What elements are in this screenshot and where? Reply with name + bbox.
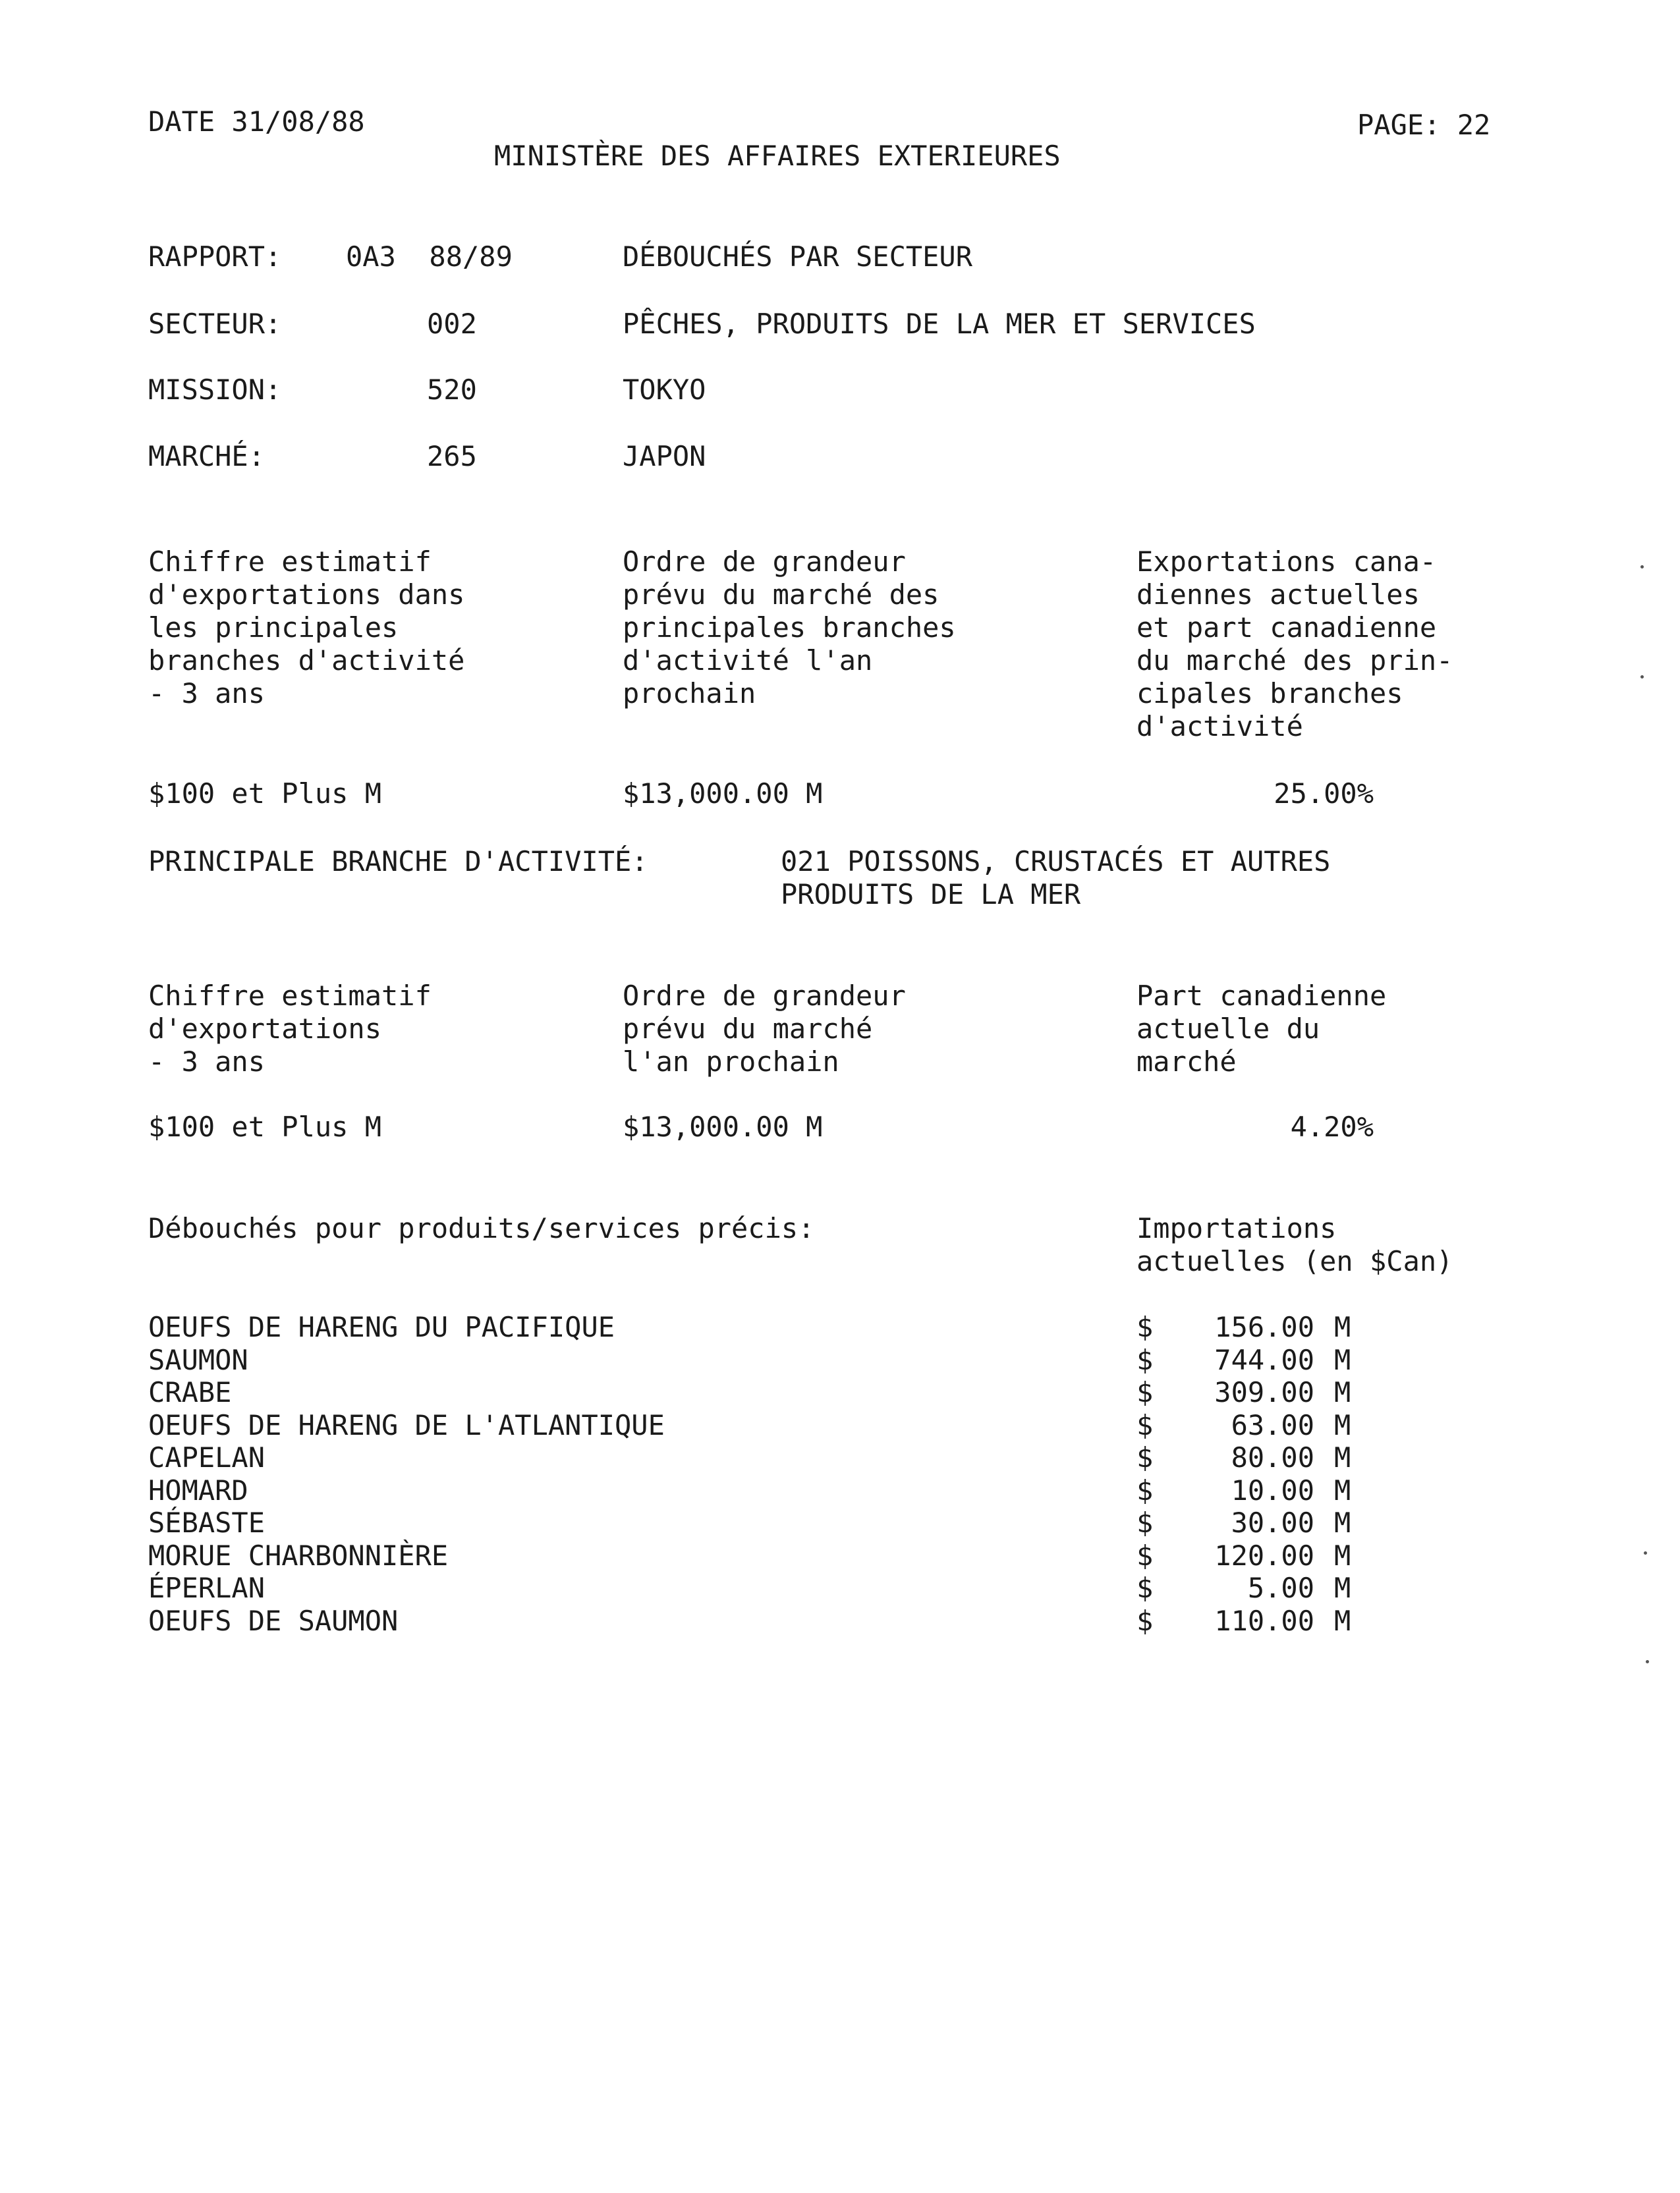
branch-value-share: 4.20% — [1290, 1111, 1374, 1143]
product-unit: M — [1334, 1311, 1351, 1343]
product-unit: M — [1334, 1572, 1351, 1604]
report-date: DATE 31/08/88 — [148, 105, 365, 138]
product-currency: $ — [1136, 1474, 1154, 1507]
product-name: CAPELAN — [148, 1441, 266, 1474]
rapport-code: 0A3 88/89 — [346, 240, 513, 273]
product-currency: $ — [1136, 1572, 1154, 1604]
sector-value-exports: $100 et Plus M — [148, 777, 382, 810]
secteur-code: 002 — [427, 308, 477, 340]
branch-header-exports: Chiffre estimatif d'exportations - 3 ans — [148, 980, 432, 1078]
product-name: SAUMON — [148, 1344, 248, 1376]
product-amount: 156.00 — [1214, 1311, 1314, 1343]
product-currency: $ — [1136, 1376, 1154, 1408]
product-amount: 30.00 — [1231, 1507, 1314, 1539]
marche-code: 265 — [427, 440, 477, 472]
sector-header-market: Ordre de grandeur prévu du marché des principales branches d'activité l'an prochain — [623, 545, 956, 709]
sector-value-market: $13,000.00 M — [623, 777, 823, 810]
product-amount: 10.00 — [1231, 1474, 1314, 1507]
product-name: MORUE CHARBONNIÈRE — [148, 1540, 449, 1572]
product-amount: 63.00 — [1231, 1409, 1314, 1441]
branch-value-market: $13,000.00 M — [623, 1111, 823, 1143]
branch-header-market: Ordre de grandeur prévu du marché l'an prochain — [623, 980, 906, 1078]
product-amount: 80.00 — [1231, 1441, 1314, 1474]
scan-speck — [1640, 565, 1644, 569]
product-currency: $ — [1136, 1344, 1154, 1376]
product-currency: $ — [1136, 1605, 1154, 1637]
product-amount: 120.00 — [1214, 1540, 1314, 1572]
sector-header-share: Exportations cana- diennes actuelles et part canadienne du marché des prin- cipales branches d'activité — [1136, 545, 1453, 742]
products-heading: Débouchés pour produits/services précis: — [148, 1212, 815, 1244]
page-title: MINISTÈRE DES AFFAIRES EXTERIEURES — [494, 140, 1061, 172]
sector-header-exports: Chiffre estimatif d'exportations dans les principales branches d'activité - 3 ans — [148, 545, 465, 709]
product-currency: $ — [1136, 1507, 1154, 1539]
product-currency: $ — [1136, 1441, 1154, 1474]
product-unit: M — [1334, 1441, 1351, 1474]
marche-label: MARCHÉ: — [148, 440, 266, 472]
mission-code: 520 — [427, 374, 477, 406]
product-unit: M — [1334, 1605, 1351, 1637]
product-name: OEUFS DE HARENG DU PACIFIQUE — [148, 1311, 615, 1343]
product-currency: $ — [1136, 1540, 1154, 1572]
scan-speck — [1646, 1660, 1649, 1663]
sector-value-share: 25.00% — [1274, 777, 1374, 810]
secteur-label: SECTEUR: — [148, 308, 282, 340]
rapport-value: DÉBOUCHÉS PAR SECTEUR — [623, 240, 973, 273]
product-amount: 309.00 — [1214, 1376, 1314, 1408]
product-currency: $ — [1136, 1311, 1154, 1343]
product-unit: M — [1334, 1540, 1351, 1572]
rapport-label: RAPPORT: — [148, 240, 282, 273]
scan-speck — [1644, 1551, 1647, 1555]
branch-value-exports: $100 et Plus M — [148, 1111, 382, 1143]
imports-heading: Importations actuelles (en $Can) — [1136, 1212, 1453, 1277]
branch-header-share: Part canadienne actuelle du marché — [1136, 980, 1387, 1078]
marche-value: JAPON — [623, 440, 706, 472]
branch-label: PRINCIPALE BRANCHE D'ACTIVITÉ: — [148, 845, 648, 877]
branch-value: 021 POISSONS, CRUSTACÉS ET AUTRES PRODUITS DE LA MER — [781, 845, 1331, 910]
product-name: OEUFS DE HARENG DE L'ATLANTIQUE — [148, 1409, 665, 1441]
product-unit: M — [1334, 1409, 1351, 1441]
product-name: SÉBASTE — [148, 1507, 266, 1539]
product-unit: M — [1334, 1376, 1351, 1408]
mission-value: TOKYO — [623, 374, 706, 406]
product-amount: 5.00 — [1247, 1572, 1314, 1604]
page-number: PAGE: 22 — [1357, 109, 1491, 141]
product-name: OEUFS DE SAUMON — [148, 1605, 399, 1637]
mission-label: MISSION: — [148, 374, 282, 406]
product-amount: 744.00 — [1214, 1344, 1314, 1376]
product-currency: $ — [1136, 1409, 1154, 1441]
product-name: HOMARD — [148, 1474, 248, 1507]
product-name: ÉPERLAN — [148, 1572, 266, 1604]
product-unit: M — [1334, 1507, 1351, 1539]
product-amount: 110.00 — [1214, 1605, 1314, 1637]
product-name: CRABE — [148, 1376, 232, 1408]
secteur-value: PÊCHES, PRODUITS DE LA MER ET SERVICES — [623, 308, 1256, 340]
product-unit: M — [1334, 1344, 1351, 1376]
product-unit: M — [1334, 1474, 1351, 1507]
scan-speck — [1640, 675, 1644, 679]
